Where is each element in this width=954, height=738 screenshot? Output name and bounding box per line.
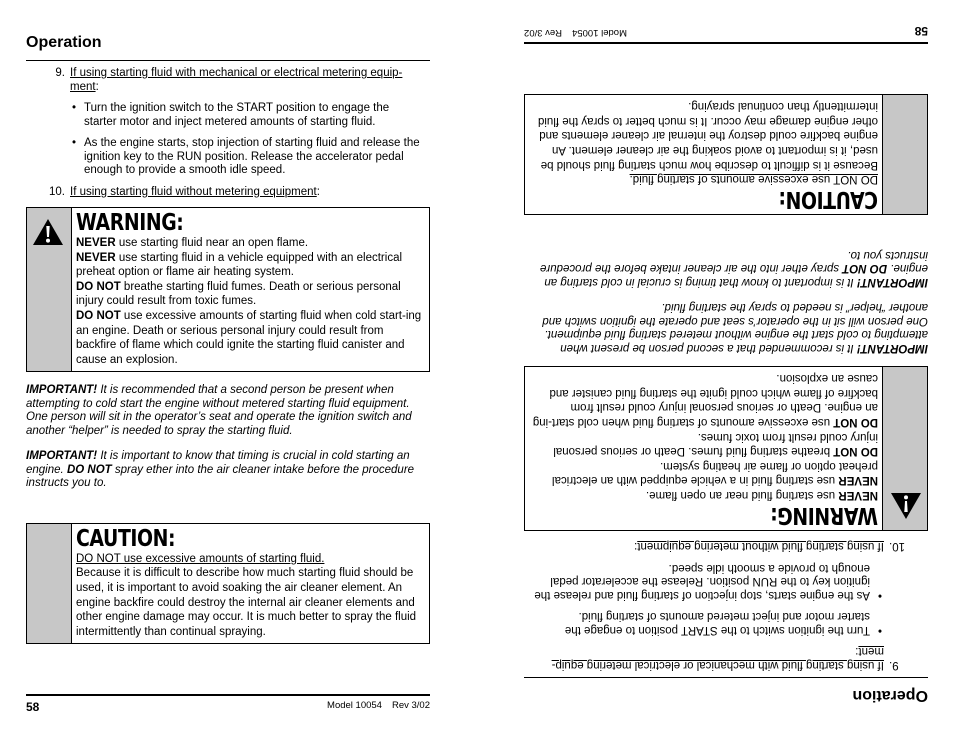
page-footer (26, 700, 430, 714)
page-number: 58 (914, 24, 928, 38)
step-9-bullets (524, 561, 928, 637)
warning-box (26, 207, 430, 372)
caution-first-line: DO NOT use excessive amounts of starting fluid. (76, 552, 325, 565)
caution-box (524, 94, 928, 216)
important-note-1: IMPORTANT! It is recommended that a second person be present when attempting to cold start the engine without metered starting fluid equipment. One person will sit in the operator’s seat and operate the ignition switch and another “helper” is needed to spray the starting fluid. (26, 384, 412, 437)
warning-triangle-icon (890, 492, 922, 520)
caution-text: Because it is difficult to describe how much starting fluid should be used, it is important to avoid soaking the air cleaner element. An engine backfire could destroy the internal air cleaner elements and other engine damage may occur. It is much better to spray the fluid intermittently than continual spraying. (76, 567, 417, 638)
section-rule (524, 677, 928, 678)
warning-gutter (27, 208, 72, 371)
caution-heading: CAUTION: (778, 186, 878, 213)
warning-line: NEVER use starting fluid in a vehicle equipped with an electrical preheat option or flame air heating system. (551, 459, 878, 487)
bullet-item: • Turn the ignition switch to the START position to engage the starter motor and inject metered amounts of starting fluid. (84, 102, 420, 129)
step-number: 10. (49, 185, 65, 198)
step-number: 9. (55, 67, 65, 79)
footer-rule (26, 694, 430, 696)
step-number: 9. (889, 659, 899, 671)
page-number: 58 (26, 700, 40, 714)
model-rev: Model 10054 Rev 3/02 (327, 700, 430, 711)
model-rev: Model 10054Rev 3/02 (524, 27, 627, 38)
step-10: 10. If using starting fluid without metering equipment: (26, 186, 430, 200)
warning-gutter (882, 367, 927, 530)
step-text: If using starting fluid without metering equipment (70, 185, 317, 198)
step-text: If using starting fluid with mechanical or electrical metering equip-ment (70, 67, 403, 93)
page-footer (524, 24, 928, 38)
caution-box (26, 523, 430, 645)
warning-line: NEVER use starting fluid in a vehicle equipped with an electrical preheat option or flame air heating system. (76, 251, 403, 279)
warning-line: NEVER use starting fluid near an open flame. (76, 237, 309, 249)
step-text: If using starting fluid without metering equipment (637, 540, 884, 553)
warning-triangle-icon (32, 218, 64, 246)
important-note-2: IMPORTANT! It is important to know that timing is crucial in cold starting an engine. DO NOT spray ether into the air cleaner intake before the procedure instructs you to. (539, 248, 928, 288)
caution-gutter (27, 524, 72, 644)
step-text: If using starting fluid with mechanical or electrical metering equip-ment (551, 645, 884, 671)
caution-text: Because it is difficult to describe how much starting fluid should be used, it is important to avoid soaking the air cleaner element. An engine backfire could destroy the internal air cleaner elements and other engine damage may occur. It is much better to spray the fluid intermittently than continual spraying. (537, 100, 878, 171)
caution-gutter (882, 95, 927, 215)
bullet-item: • Turn the ignition switch to the START position to engage the starter motor and inject metered amounts of starting fluid. (534, 609, 870, 636)
footer-rule (524, 42, 928, 44)
page-right-rotated (524, 18, 928, 708)
warning-line: DO NOT use excessive amounts of starting fluid when cold start-ing an engine. Death or serious personal injury could result from backfire of flame which could ignite the starting fluid canister and cause an explosion. (76, 309, 422, 366)
section-title: Operation (852, 687, 928, 704)
step-9-bullets (26, 102, 430, 178)
section-rule (26, 60, 430, 61)
warning-heading: WARNING: (76, 210, 184, 236)
warning-box (524, 366, 928, 531)
page-left (26, 30, 430, 720)
step-9: 9. If using starting fluid with mechanical or electrical metering equip-ment: (524, 644, 928, 671)
warning-heading: WARNING: (770, 502, 878, 528)
caution-first-line: DO NOT use excessive amounts of starting fluid. (629, 173, 878, 186)
warning-line: DO NOT breathe starting fluid fumes. Death or serious personal injury could result from toxic fumes. (553, 430, 878, 458)
important-note-2: IMPORTANT! It is important to know that timing is crucial in cold starting an engine. DO NOT spray ether into the air cleaner intake before the procedure instructs you to. (26, 450, 415, 490)
bullet-item: • As the engine starts, stop injection of starting fluid and release the ignition key to the RUN position. Release the accelerator pedal enough to provide a smooth idle speed. (534, 561, 870, 602)
section-title: Operation (26, 34, 102, 51)
warning-line: DO NOT use excessive amounts of starting fluid when cold start-ing an engine. Death or serious personal injury could result from backfire of flame which could ignite the starting fluid canister and cause an explosion. (532, 372, 878, 429)
warning-line: NEVER use starting fluid near an open flame. (645, 489, 878, 501)
important-note-1: IMPORTANT! It is recommended that a second person be present when attempting to cold start the engine without metered starting fluid equipment. One person will sit in the operator’s seat and operate the ignition switch and another “helper” is needed to spray the starting fluid. (542, 301, 928, 354)
step-9: 9. If using starting fluid with mechanical or electrical metering equip-ment: (26, 67, 430, 94)
step-10: 10. If using starting fluid without metering equipment: (524, 539, 928, 553)
bullet-item: • As the engine starts, stop injection of starting fluid and release the ignition key to the RUN position. Release the accelerator pedal enough to provide a smooth idle speed. (84, 137, 420, 178)
step-number: 10. (889, 540, 905, 553)
warning-line: DO NOT breathe starting fluid fumes. Death or serious personal injury could result from toxic fumes. (76, 280, 401, 308)
caution-heading: CAUTION: (76, 525, 176, 552)
